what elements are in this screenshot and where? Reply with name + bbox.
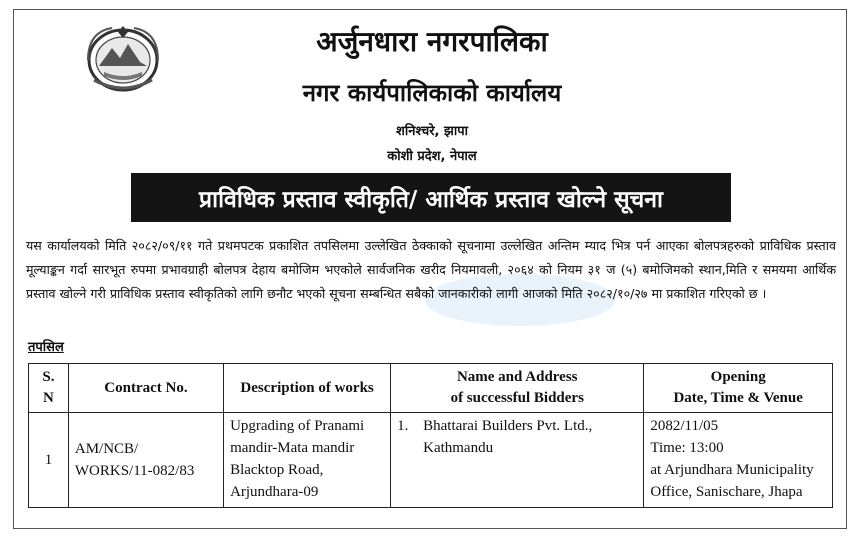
bidder-name: Bhattarai Builders Pvt. Ltd., [423,418,593,434]
header-sn-line2: N [43,390,54,406]
header-opening-line1: Opening [710,369,766,385]
opening-venue-line1: at Arjundhara Municipality [650,462,814,478]
office-name: नगर कार्यपालिकाको कार्यालय [302,79,562,107]
contract-line2: WORKS/11-082/83 [74,463,195,479]
table-header-row [29,364,833,413]
description-line: mandir-Mata mandir [230,440,355,456]
header-bidder [391,364,644,413]
cell-bidder [391,413,644,508]
bidder-number: 1. [397,418,409,434]
header-bidder-line1: Name and Address [456,369,578,385]
table-row [29,413,833,508]
header-bidder-line2: of successful Bidders [450,390,584,406]
bidder-entry [397,415,637,459]
cell-sn: 1 [29,413,69,508]
header-opening-line2: Date, Time & Venue [673,390,803,406]
header-sn-line1: S. [42,369,55,385]
bidder-address: Kathmandu [423,440,494,456]
header-description: Description of works [224,364,391,413]
header-contract: Contract No. [68,364,223,413]
nepal-government-emblem-icon [84,22,162,94]
description-line: Blacktop Road, [230,462,324,478]
description-line: Upgrading of Pranami [230,418,365,434]
notice-body: यस कार्यालयको मिति २०८२/०९/११ गते प्रथमपटक प्रकाशित तपसिलमा उल्लेखित ठेक्काको सूचनामा उल्लेखित अन्तिम म्याद भित्र पर्न आएका बोलपत्रहरुको प्राविधिक प्रस्ताव मूल्याङ्कन गर्दा सारभूत रुपमा प्रभावग्राही बोलपत्र देहाय बमोजिम भएकोले सार्वजनिक खरीद नियमावली, २०६४ को नियम ३१ ज (५) बमोजिमको स्थान,मिति र समयमा आर्थिक प्रस्ताव खोल्ने गरी प्राविधिक प्रस्ताव स्वीकृतिको लागि छनौट भएको सूचना सम्बन्धित सबैको जानकारीको लागी आजको मिति २०८२/१०/२७ मा प्रकाशित गरिएको छ । [26,238,836,301]
description-line: Arjundhara-09 [230,484,319,500]
municipality-name: अर्जुनधारा नगरपालिका [316,25,548,58]
opening-time: Time: 13:00 [650,440,724,456]
contract-table [28,363,833,508]
notice-title: प्राविधिक प्रस्ताव स्वीकृति/ आर्थिक प्रस्ताव खोल्ने सूचना [199,186,663,213]
bidder-details [423,415,592,459]
opening-venue-line2: Office, Sanischare, Jhapa [650,484,803,500]
cell-description [224,413,391,508]
contract-line1: AM/NCB/ [74,441,139,457]
cell-opening [644,413,833,508]
opening-date: 2082/11/05 [650,418,719,434]
address-line-1: शनिश्चरे, झापा [396,124,468,139]
cell-contract [68,413,223,508]
header-sn [29,364,69,413]
header-opening [644,364,833,413]
address-line-2: कोशी प्रदेश, नेपाल [387,149,477,164]
notice-title-banner [131,173,731,222]
details-heading: तपसिल [28,340,64,355]
